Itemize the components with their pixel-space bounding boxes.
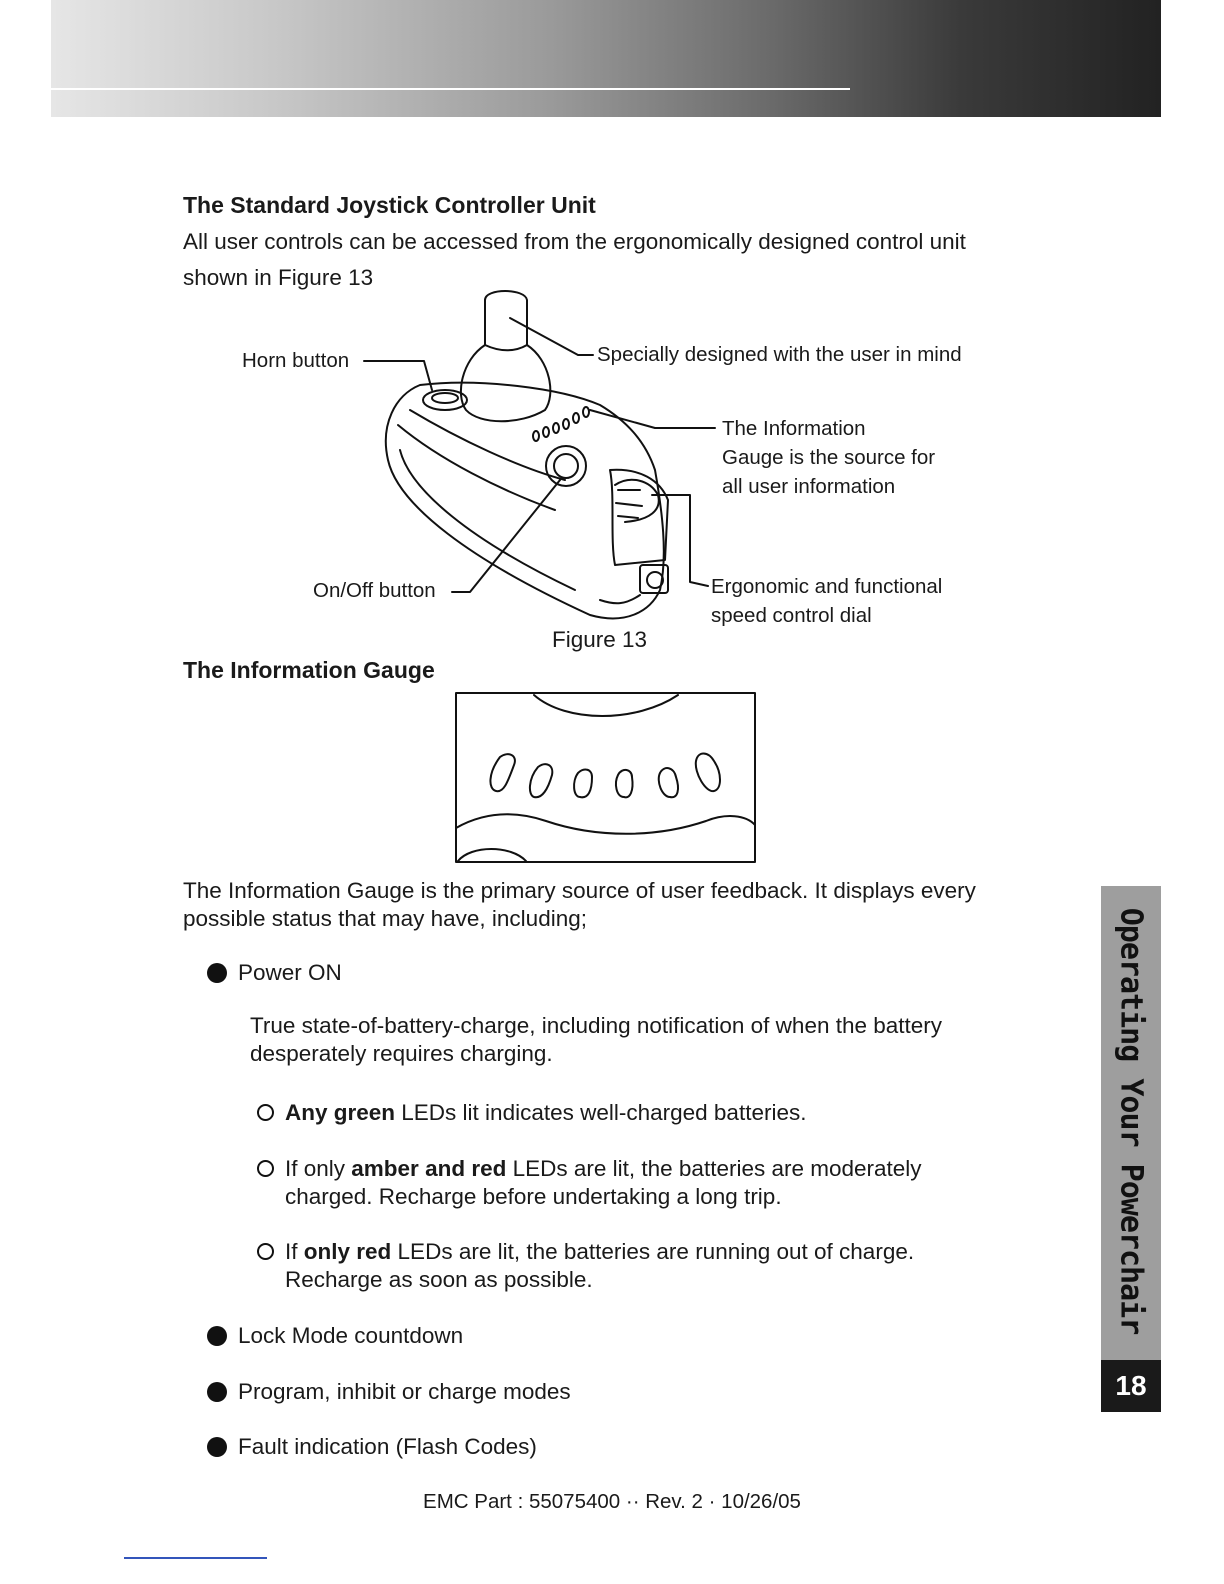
bullet-fault-indication-text: Fault indication (Flash Codes) [238, 1434, 537, 1459]
red-bold: only red [303, 1239, 392, 1264]
callout-horn-button: Horn button [242, 349, 350, 372]
battery-desc-line-2: desperately requires charging. [250, 1041, 553, 1066]
sub-bullet-amber [257, 1155, 922, 1211]
page-number: 18 [1101, 1360, 1161, 1412]
gauge-desc-line-1: The Information Gauge is the primary source of user feedback. It displays every [183, 878, 976, 903]
section-title-joystick: The Standard Joystick Controller Unit [183, 192, 596, 218]
red-pre: If [285, 1239, 304, 1264]
hollow-bullet-icon [257, 1160, 274, 1177]
bullet-program-modes [207, 1379, 571, 1405]
callout-gauge-line-1: The Information [722, 417, 866, 440]
green-rest: LEDs lit indicates well-charged batteries. [395, 1100, 807, 1125]
hollow-bullet-icon [257, 1243, 274, 1260]
bullet-program-modes-text: Program, inhibit or charge modes [238, 1379, 571, 1404]
callout-gauge-line-2: Gauge is the source for [722, 446, 936, 469]
bullet-power-on [207, 960, 342, 986]
callout-gauge-line-3: all user information [722, 475, 896, 498]
red-line-2: Recharge as soon as possible. [285, 1267, 593, 1292]
information-gauge-illustration [456, 693, 756, 863]
figure-13-caption: Figure 13 [552, 627, 648, 652]
bullet-lock-mode [207, 1323, 463, 1349]
hollow-bullet-icon [257, 1104, 274, 1121]
bullet-lock-mode-text: Lock Mode countdown [238, 1323, 464, 1348]
callout-joystick: Specially designed with the user in mind [597, 343, 962, 366]
callout-speed-line-2: speed control dial [711, 604, 872, 627]
bullet-dot-icon [207, 1437, 227, 1457]
bottom-rule [124, 1557, 267, 1559]
amber-rest: LEDs are lit, the batteries are moderately [506, 1156, 922, 1181]
amber-bold: amber and red [351, 1156, 507, 1181]
sub-bullet-red [257, 1238, 914, 1294]
battery-desc-line-1: True state-of-battery-charge, including notification of when the battery [250, 1013, 943, 1038]
bullet-dot-icon [207, 1326, 227, 1346]
bullet-power-on-text: Power ON [238, 960, 342, 985]
bullet-dot-icon [207, 1382, 227, 1402]
footer-part-number: EMC Part : 55075400 ·· Rev. 2 · 10/26/05 [423, 1490, 801, 1513]
intro-line-1: All user controls can be accessed from the ergonomically designed control unit [183, 229, 966, 254]
intro-line-2: shown in Figure 13 [183, 265, 374, 290]
amber-line-2: charged. Recharge before undertaking a long trip. [285, 1184, 782, 1209]
bullet-dot-icon [207, 963, 227, 983]
bullet-fault-indication [207, 1434, 537, 1460]
callout-speed-line-1: Ergonomic and functional [711, 575, 943, 598]
gauge-desc-line-2: possible status that may have, including; [183, 906, 587, 931]
green-bold: Any green [285, 1100, 396, 1125]
sub-bullet-green [257, 1099, 806, 1127]
amber-pre: If only [285, 1156, 352, 1181]
red-rest: LEDs are lit, the batteries are running out of charge. [391, 1239, 915, 1264]
chapter-side-label: Operating Your Powerchair [1113, 907, 1149, 1335]
section-title-gauge: The Information Gauge [183, 657, 435, 683]
callout-onoff-button: On/Off button [313, 579, 436, 602]
